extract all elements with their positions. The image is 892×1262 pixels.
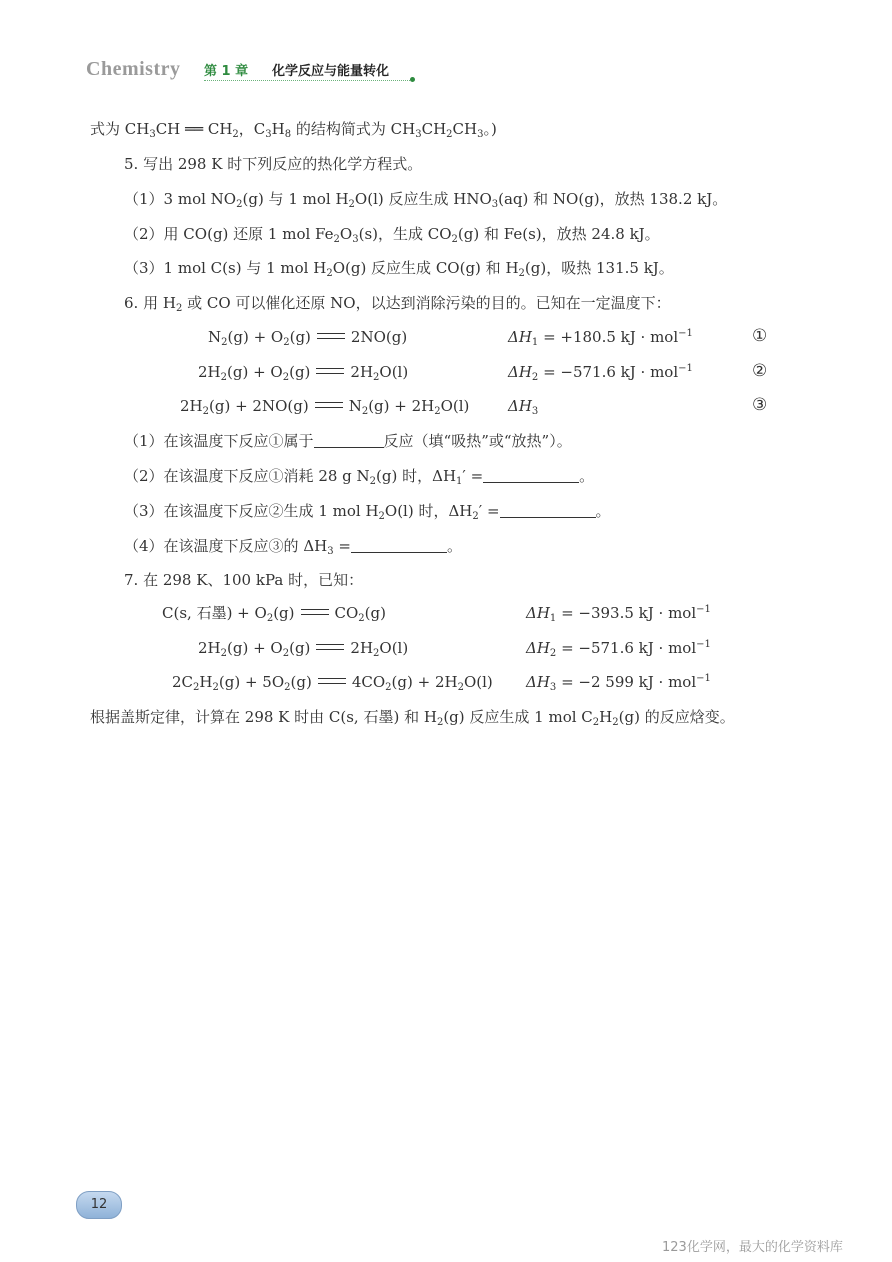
q7-enthalpy-3: $\Delta H_3 = -2$ 599 kJ · mol$^{-1}$ xyxy=(526,673,711,693)
running-header xyxy=(86,58,416,84)
equals-sign-icon xyxy=(318,678,346,684)
q6-equation-3: $2H_2(g) + 2NO(g) N_2(g) + 2H_2O(l)$ xyxy=(180,397,470,417)
question-6-part-4: （4）在该温度下反应③的 $\Delta H_3$ = 。 xyxy=(124,537,462,557)
question-5-part-3: （3）1 mol C(s) 与 1 mol $H_2O(g)$ 反应生成 CO(g) 和 $H_2(g)$，吸热 131.5 kJ。 xyxy=(124,259,674,279)
answer-blank[interactable] xyxy=(483,468,579,483)
question-6-part-1: （1）在该温度下反应①属于 反应（填“吸热”或“放热”）。 xyxy=(124,432,572,450)
equals-sign-icon xyxy=(317,333,345,339)
brand-title: Chemistry xyxy=(86,58,181,80)
chapter-title: 化学反应与能量转化 xyxy=(272,64,390,79)
question-6: 6. 用 $H_2$ 或 CO 可以催化还原 NO，以达到消除污染的目的。已知在一定温度下： xyxy=(124,294,671,314)
equals-sign-icon xyxy=(315,402,343,408)
equation-marker-2: ② xyxy=(752,361,768,381)
q6-equation-1: $N_2(g) + O_2(g)$ 2NO(g) xyxy=(208,328,408,348)
q6-enthalpy-1: $\Delta H_1 = +180.5$ kJ · mol$^{-1}$ xyxy=(508,328,693,348)
site-watermark: 123化学网，最大的化学资料库 xyxy=(662,1240,843,1255)
q6-equation-2: $2H_2(g) + O_2(g)$ $2H_2O(l)$ xyxy=(198,363,409,383)
page-number: 12 xyxy=(76,1191,122,1219)
question-5-part-2: （2）用 CO(g) 还原 1 mol $Fe_2O_3(s)$，生成 $CO_2(g)$ 和 Fe(s)，放热 24.8 kJ。 xyxy=(124,225,660,245)
q7-equation-2: $2H_2(g) + O_2(g)$ $2H_2O(l)$ xyxy=(198,639,409,659)
question-7: 7. 在 298 K、100 kPa 时，已知： xyxy=(124,571,364,589)
header-divider xyxy=(204,80,410,81)
answer-blank[interactable] xyxy=(314,433,384,448)
answer-blank[interactable] xyxy=(500,503,596,518)
equation-marker-3: ③ xyxy=(752,395,768,415)
question-6-part-2: （2）在该温度下反应①消耗 28 g $N_2(g)$ 时，$\Delta H_1'$ = 。 xyxy=(124,467,595,487)
q6-enthalpy-2: $\Delta H_2 = -571.6$ kJ · mol$^{-1}$ xyxy=(508,363,693,383)
equals-sign-icon xyxy=(316,368,344,374)
answer-blank[interactable] xyxy=(351,538,447,553)
question-6-part-3: （3）在该温度下反应②生成 1 mol $H_2O(l)$ 时，$\Delta H_2'$ = 。 xyxy=(124,502,611,522)
header-dot-icon xyxy=(410,77,415,82)
equals-sign-icon xyxy=(316,644,344,650)
q7-enthalpy-2: $\Delta H_2 = -571.6$ kJ · mol$^{-1}$ xyxy=(526,639,711,659)
q6-enthalpy-3: $\Delta H_3$ xyxy=(508,397,539,417)
q7-equation-1: C(s, 石墨) + $O_2(g)$ $CO_2(g)$ xyxy=(162,604,386,624)
q7-equation-3: $2C_2H_2(g) + 5O_2(g) 4CO_2(g) + 2H_2O(l)$ xyxy=(172,673,493,693)
q7-enthalpy-1: $\Delta H_1 = -393.5$ kJ · mol$^{-1}$ xyxy=(526,604,711,624)
chapter-number: 第 1 章 xyxy=(204,64,249,79)
equals-sign-icon xyxy=(301,609,329,615)
continuation-line: 式为 $CH_3CH$ ══ $CH_2$，$C_3H_8$ 的结构简式为 $CH_3CH_2CH_3$。) xyxy=(90,120,497,140)
question-5: 5. 写出 298 K 时下列反应的热化学方程式。 xyxy=(124,155,423,173)
equation-marker-1: ① xyxy=(752,326,768,346)
question-7-instruction: 根据盖斯定律，计算在 298 K 时由 C(s, 石墨) 和 $H_2(g)$ 反应生成 1 mol $C_2H_2(g)$ 的反应焓变。 xyxy=(90,708,735,728)
question-5-part-1: （1）3 mol $NO_2(g)$ 与 1 mol $H_2O(l)$ 反应生成 $HNO_3(aq)$ 和 NO(g)，放热 138.2 kJ。 xyxy=(124,190,728,210)
